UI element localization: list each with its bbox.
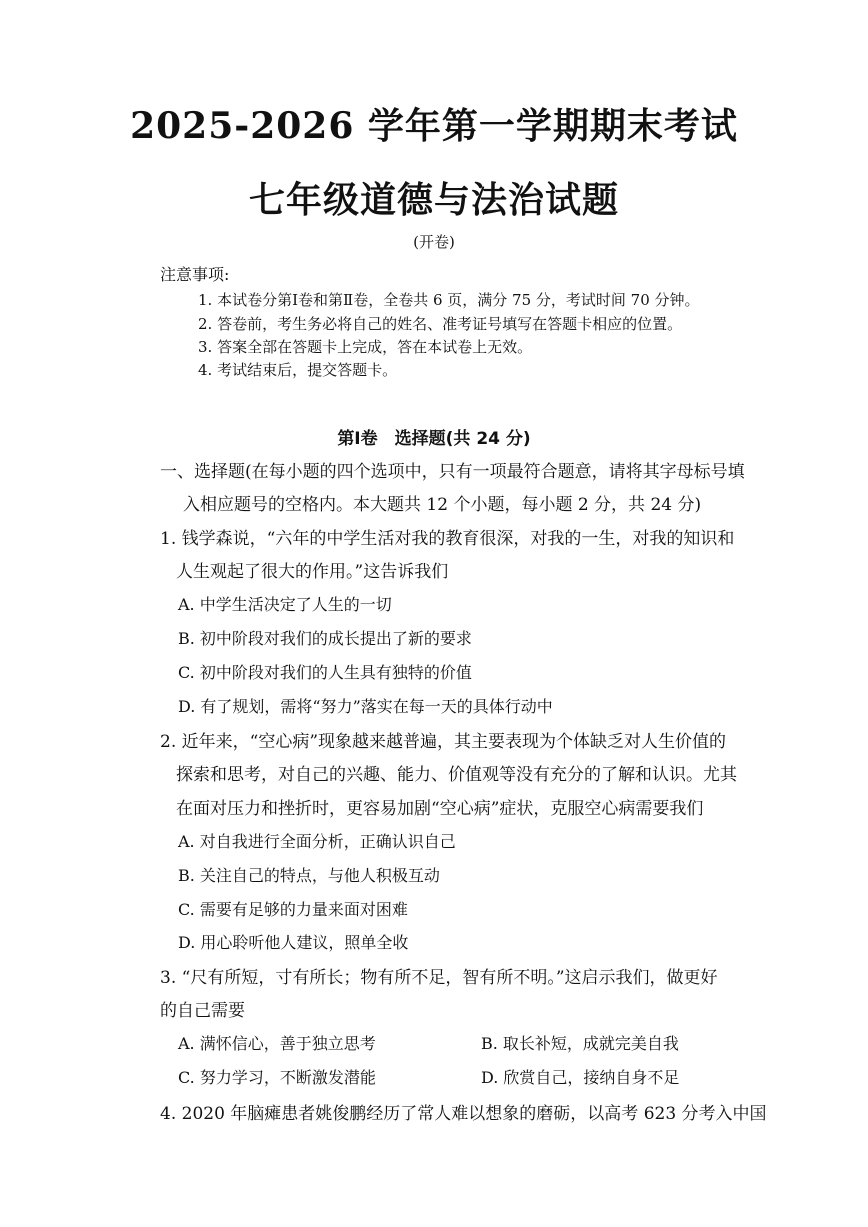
question-stem-cont: 的自己需要 xyxy=(160,1001,245,1021)
exam-type-label: (开卷) xyxy=(413,233,455,251)
note-item: 2. 答卷前，考生务必将自己的姓名、准考证号填写在答题卡相应的位置。 xyxy=(198,315,683,333)
question-option: C. 需要有足够的力量来面对困难 xyxy=(178,900,408,919)
question-option: A. 满怀信心，善于独立思考 xyxy=(178,1034,376,1053)
question-stem-cont: 探索和思考，对自己的兴趣、能力、价值观等没有充分的了解和认识。尤其 xyxy=(176,765,737,785)
question-option: A. 中学生活决定了人生的一切 xyxy=(178,595,392,614)
section-title: 第Ⅰ卷 选择题(共 24 分) xyxy=(337,429,531,449)
question-stem: 2. 近年来，“空心病”现象越来越普遍，其主要表现为个体缺乏对人生价值的 xyxy=(160,732,727,752)
section-instruction-cont: 入相应题号的空格内。本大题共 12 个小题，每小题 2 分，共 24 分) xyxy=(183,495,702,515)
exam-title: 2025-2026 学年第一学期期末考试 xyxy=(130,105,738,147)
question-stem-cont: 人生观起了很大的作用。”这告诉我们 xyxy=(176,562,449,582)
question-option: C. 初中阶段对我们的人生具有独特的价值 xyxy=(178,663,472,682)
question-option: D. 用心聆听他人建议，照单全收 xyxy=(178,933,409,952)
section-instruction: 一、选择题(在每小题的四个选项中，只有一项最符合题意，请将其字母标号填 xyxy=(160,462,745,482)
question-option: B. 关注自己的特点，与他人积极互动 xyxy=(178,866,440,885)
notes-heading: 注意事项: xyxy=(160,265,230,284)
question-option: D. 欣赏自己，接纳自身不足 xyxy=(481,1068,680,1087)
question-option: C. 努力学习，不断激发潜能 xyxy=(178,1068,376,1087)
note-item: 4. 考试结束后，提交答题卡。 xyxy=(198,361,398,379)
question-stem: 1. 钱学森说，“六年的中学生活对我的教育很深，对我的一生，对我的知识和 xyxy=(160,529,735,549)
note-item: 1. 本试卷分第Ⅰ卷和第Ⅱ卷，全卷共 6 页，满分 75 分，考试时间 70 分钟。 xyxy=(198,291,700,309)
question-stem-cont: 在面对压力和挫折时，更容易加剧“空心病”症状，克服空心病需要我们 xyxy=(176,799,704,819)
exam-subject-title: 七年级道德与法治试题 xyxy=(248,179,619,221)
question-stem: 3. “尺有所短，寸有所长；物有所不足，智有所不明。”这启示我们，做更好 xyxy=(160,968,718,988)
question-option: B. 取长补短，成就完美自我 xyxy=(481,1034,679,1053)
question-option: A. 对自我进行全面分析，正确认识自己 xyxy=(178,832,456,851)
question-option: D. 有了规划，需将“努力”落实在每一天的具体行动中 xyxy=(178,697,553,716)
note-item: 3. 答案全部在答题卡上完成，答在本试卷上无效。 xyxy=(198,338,533,356)
question-stem: 4. 2020 年脑瘫患者姚俊鹏经历了常人难以想象的磨砺，以高考 623 分考入中国 xyxy=(160,1104,767,1124)
question-option: B. 初中阶段对我们的成长提出了新的要求 xyxy=(178,629,472,648)
